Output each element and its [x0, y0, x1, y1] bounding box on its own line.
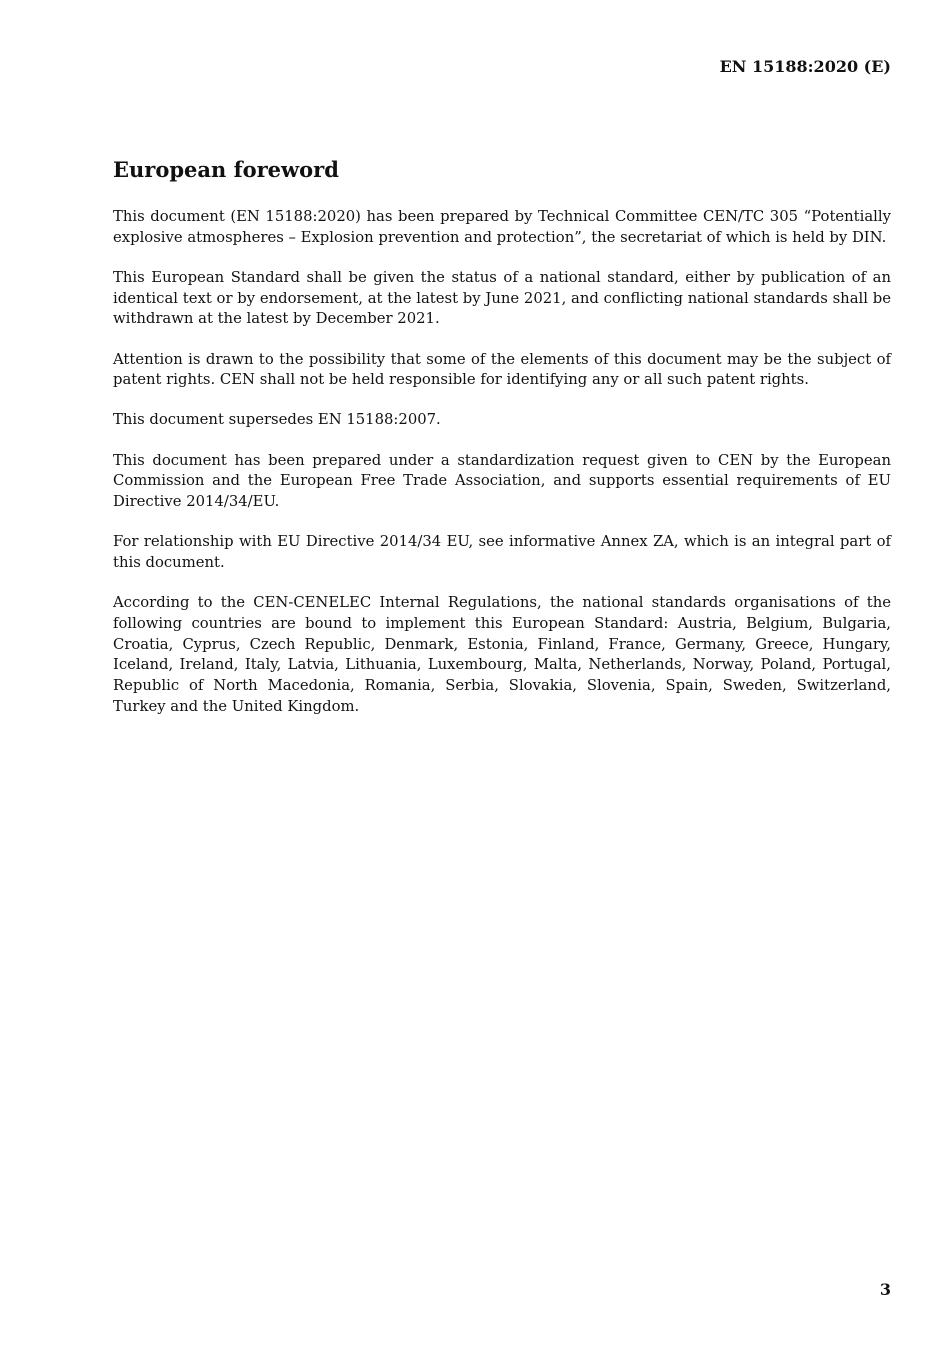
- paragraph-implementing-countries: According to the CEN-CENELEC Internal Regulations, the national standards organisations of the following countries are bound to implement this European Standard: Austria, Belgium, Bulgaria, Croatia, Cyprus, Czech Republic, Denmark, Estonia, Finland, France, Germany, Greece, Hungary, Iceland, Ireland, Italy, Latvia, Lithuania, Luxembourg, Malta, Netherlands, Norway, Poland, Portugal, Republic of North Macedonia, Romania, Serbia, Slovakia, Slovenia, Spain, Sweden, Switzerland, Turkey and the United Kingdom.: [113, 594, 891, 715]
- paragraph-patent-rights: Attention is drawn to the possibility that some of the elements of this document may be the subject of patent rights. CEN shall not be held responsible for identifying any or all such patent rights.: [113, 350, 891, 389]
- paragraph-supersedes: This document supersedes EN 15188:2007.: [113, 411, 441, 429]
- paragraph-standardization-request: This document has been prepared under a standardization request given to CEN by the European Commission and the European Free Trade Association, and supports essential requirements of EU Directive 2014/34/EU.: [113, 451, 891, 511]
- section-title: European foreword: [113, 157, 339, 182]
- page-number: 3: [879, 1280, 891, 1299]
- paragraph-prepared-by: This document (EN 15188:2020) has been prepared by Technical Committee CEN/TC 305 “Potentially explosive atmospheres – Explosion prevention and protection”, the secretariat of which is held by DIN.: [113, 208, 891, 246]
- paragraph-national-status: This European Standard shall be given the status of a national standard, either by publication of an identical text or by endorsement, at the latest by June 2021, and conflicting national standards shall be withdrawn at the latest by December 2021.: [113, 268, 891, 328]
- foreword-body: [113, 207, 891, 737]
- paragraph-eu-directive: For relationship with EU Directive 2014/34 EU, see informative Annex ZA, which is an integral part of this document.: [113, 533, 891, 571]
- document-id-header: EN 15188:2020 (E): [719, 57, 891, 76]
